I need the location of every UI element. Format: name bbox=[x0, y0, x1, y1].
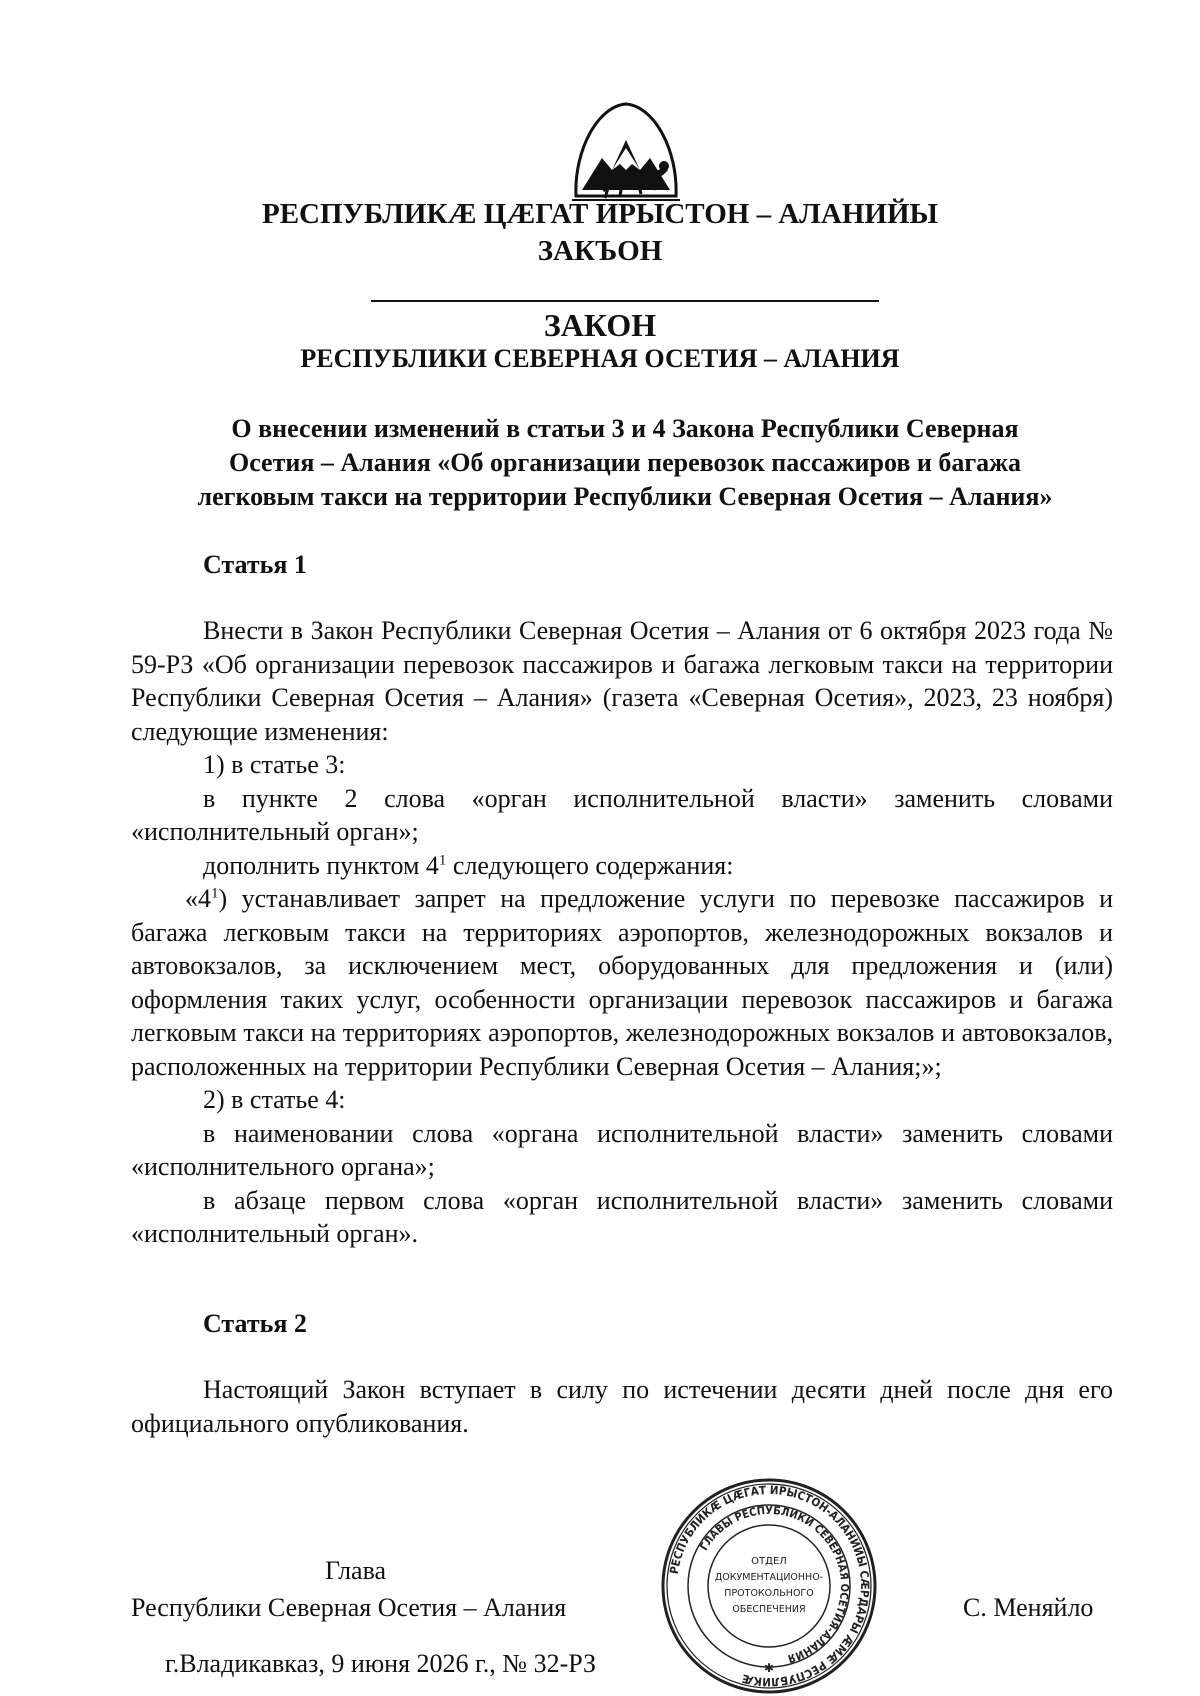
quoted-point-4-1 bbox=[131, 882, 1113, 1083]
superscript: 1 bbox=[438, 851, 447, 868]
item-1-heading: 1) в статье 3: bbox=[203, 750, 346, 779]
subject-line: О внесении изменений в статьи 3 и 4 Закона Республики Северная bbox=[231, 414, 1019, 443]
stamp-center-line: ДОКУМЕНТАЦИОННО- bbox=[714, 1572, 824, 1583]
header-russian-law: ЗАКОН bbox=[543, 307, 657, 343]
stamp-inner-text: ГЛАВЫ РЕСПУБЛИКИ СЕВЕРНАЯ ОСЕТИЯ-АЛАНИЯ bbox=[697, 1503, 852, 1666]
stamp-outer-text: РЕСПУБЛИКӔ ЦӔГАТ ИРЫСТОН-АЛАНИЙЫ СӔРДАРЫ ӔМӔ РЕСПУБЛИКӔ bbox=[666, 1482, 873, 1690]
subject-line: Осетия – Алания «Об организации перевозок пассажиров и багажа bbox=[228, 448, 1022, 477]
quote-text: ) устанавливает запрет на предложение услуги по перевозке пассажиров и багажа легковым такси на территориях аэропортов, железнодорожных вокзалов и автовокзалов, за исключением мест, оборудованных для предложения и (или) оформления таких услуг, особенности организации перевозок пассажиров и багажа легковым такси на территориях аэропортов, железнодорожных вокзалов и автовокзалов, расположенных на территории Республики Северная Осетия – Алания;»; bbox=[131, 884, 1113, 1081]
stamp-center-line: ПРОТОКОЛЬНОГО bbox=[724, 1588, 814, 1599]
header-ossetian-republic: РЕСПУБЛИКӔ ЦӔГАТ ИРЫСТОН – АЛАНИЙЫ bbox=[262, 198, 938, 230]
stamp-star-icon: ✱ bbox=[763, 1661, 775, 1675]
article-1-title: Статья 1 bbox=[203, 550, 307, 579]
item-2-paragraph-1: в наименовании слова «органа исполнительной власти» заменить словами «исполнительного органа»; bbox=[131, 1118, 1113, 1181]
stamp-center-line: ОТДЕЛ bbox=[751, 1556, 787, 1567]
article-1-body bbox=[131, 614, 1113, 1251]
coat-of-arms-icon bbox=[568, 100, 684, 204]
header-ossetian-law: ЗАКЪОН bbox=[537, 235, 663, 267]
item-2-heading: 2) в статье 4: bbox=[203, 1085, 346, 1114]
signatory-position-line-2: Республики Северная Осетия – Алания bbox=[131, 1593, 567, 1622]
item-2-paragraph-2: в абзаце первом слова «орган исполнительной власти» заменить словами «исполнительный орган». bbox=[131, 1185, 1113, 1248]
article-2-body bbox=[131, 1373, 1113, 1440]
official-stamp bbox=[659, 1476, 879, 1696]
law-subject bbox=[140, 412, 1110, 514]
place-date-number: г.Владикавказ, 9 июня 2026 г., № 32-РЗ bbox=[165, 1649, 597, 1678]
quote-open: «4 bbox=[185, 884, 211, 913]
header-russian-republic: РЕСПУБЛИКИ СЕВЕРНАЯ ОСЕТИЯ – АЛАНИЯ bbox=[300, 344, 900, 373]
signatory-name: С. Меняйло bbox=[963, 1593, 1094, 1622]
stamp-center-line: ОБЕСПЕЧЕНИЯ bbox=[732, 1604, 806, 1615]
superscript: 1 bbox=[211, 885, 219, 902]
article-2-title: Статья 2 bbox=[203, 1309, 307, 1338]
item-1-p2-text: дополнить пунктом 4 bbox=[203, 850, 439, 880]
item-1-paragraph-1: в пункте 2 слова «орган исполнительной власти» заменить словами «исполнительный орган»; bbox=[131, 783, 1113, 846]
subject-line: легковым такси на территории Республики Северная Осетия – Алания» bbox=[197, 482, 1053, 511]
item-1-paragraph-2 bbox=[131, 849, 1113, 883]
header-divider bbox=[371, 300, 879, 302]
article-2-text: Настоящий Закон вступает в силу по истечении десяти дней после дня его официального опубликования. bbox=[131, 1375, 1113, 1438]
signatory-position-line-1: Глава bbox=[325, 1556, 387, 1585]
article-1-intro: Внести в Закон Республики Северная Осетия – Алания от 6 октября 2023 года № 59-РЗ «Об организации перевозок пассажиров и багажа легковым такси на территории Республики Северная Осетия – Алания» (газета «Северная Осетия», 2023, 23 ноября) следующие изменения: bbox=[131, 616, 1113, 746]
item-1-p2-text-end: следующего содержания: bbox=[446, 850, 734, 880]
